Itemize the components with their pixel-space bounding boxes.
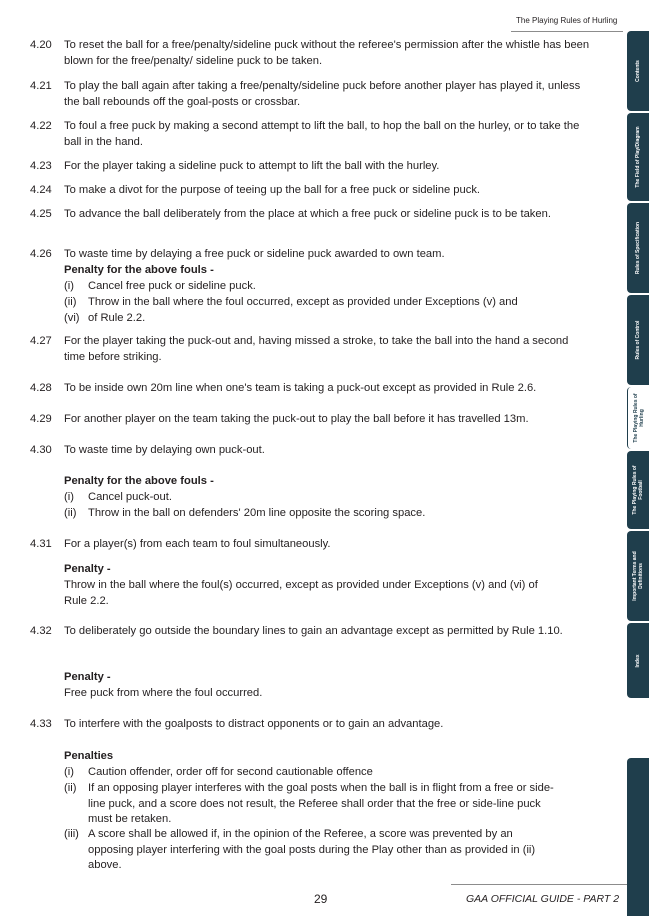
rule-text: To be inside own 20m line when one's team is taking a puck-out except as provided in Rule 2.6. xyxy=(64,382,537,394)
penalty-item-label: (i) xyxy=(64,280,74,292)
penalty-item-text: Throw in the ball where the foul occurred, except as provided under Exceptions (v) and xyxy=(88,296,518,308)
tab-label: Rules of Specification xyxy=(635,221,641,275)
rule-text: To reset the ball for a free/penalty/sideline puck without the referee's permission after the whistle has been blown for the free/penalty/ sideline puck to be taken. xyxy=(64,39,590,67)
penalty-heading: Penalty - xyxy=(64,671,111,683)
penalty-item-label: (vi) xyxy=(64,312,80,324)
penalty-heading: Penalty - xyxy=(64,563,111,575)
tab-contents[interactable] xyxy=(627,31,649,111)
rule-number: 4.32 xyxy=(30,625,52,637)
tab-rules-of-control[interactable] xyxy=(627,295,649,385)
penalty-heading: Penalty for the above fouls - xyxy=(64,475,214,487)
penalty-item-text: Caution offender, order off for second cautionable offence xyxy=(88,766,373,778)
penalty-text: Free puck from where the foul occurred. xyxy=(64,687,263,699)
rule-text: For the player taking a sideline puck to attempt to lift the ball with the hurley. xyxy=(64,160,440,172)
rule-text: For a player(s) from each team to foul simultaneously. xyxy=(64,538,331,550)
penalty-item-label: (i) xyxy=(64,766,74,778)
page-number: 29 xyxy=(314,892,328,906)
rule-text: To advance the ball deliberately from the place at which a free puck or sideline puck is to be taken. xyxy=(64,208,551,220)
running-title: The Playing Rules of Hurling xyxy=(516,16,618,25)
penalty-heading: Penalty for the above fouls - xyxy=(64,264,214,276)
sidebar-bottom-block xyxy=(627,758,649,916)
penalty-item-label: (ii) xyxy=(64,782,77,794)
penalty-item-label: (ii) xyxy=(64,507,77,519)
rule-number: 4.27 xyxy=(30,335,52,347)
rule-text: To deliberately go outside the boundary lines to gain an advantage except as permitted by Rule 1.10. xyxy=(64,625,563,637)
header-rule xyxy=(511,31,623,32)
tab-field-of-play[interactable] xyxy=(627,113,649,201)
footer-rule xyxy=(451,884,627,885)
penalty-item-text: Throw in the ball on defenders' 20m line opposite the scoring space. xyxy=(88,507,426,519)
rule-number: 4.33 xyxy=(30,718,52,730)
penalty-heading: Penalties xyxy=(64,750,114,762)
penalty-item-text: of Rule 2.2. xyxy=(88,312,146,324)
tab-index[interactable] xyxy=(627,623,649,698)
penalty-item-text: Cancel puck-out. xyxy=(88,491,172,503)
tab-label: The Playing Rules of Hurling xyxy=(633,393,645,443)
penalty-item-text: A score shall be allowed if, in the opinion of the Referee, a score was prevented by an opposing player interfering with the goal posts during the Play other than as provided in (ii) above. xyxy=(88,828,536,871)
rule-number: 4.31 xyxy=(30,538,52,550)
rule-text: To waste time by delaying a free puck or sideline puck awarded to own team. xyxy=(64,248,445,260)
tab-label: Index xyxy=(635,653,641,668)
tab-label: Rules of Control xyxy=(635,320,641,360)
rule-text: To make a divot for the purpose of teeing up the ball for a free puck or sideline puck. xyxy=(64,184,481,196)
tab-football[interactable] xyxy=(627,451,649,529)
penalty-item-text: If an opposing player interferes with the goal posts when the ball is in flight from a free or side-line puck, and a score does not result, the Referee shall order that the free or side-line puck must be retaken. xyxy=(88,782,554,825)
tab-hurling[interactable] xyxy=(627,387,649,449)
penalty-item-label: (iii) xyxy=(64,828,79,840)
rule-number: 4.23 xyxy=(30,160,52,172)
rule-number: 4.22 xyxy=(30,120,52,132)
tab-label: The Field of Play/Diagram xyxy=(635,126,641,188)
rule-number: 4.25 xyxy=(30,208,52,220)
rule-text: To foul a free puck by making a second attempt to lift the ball, to hop the ball on the hurley, or to take the ball in the hand. xyxy=(64,120,580,148)
rule-number: 4.24 xyxy=(30,184,52,196)
tab-label: Contents xyxy=(635,60,641,82)
rule-number: 4.21 xyxy=(30,80,52,92)
rule-text: For another player on the team taking the puck-out to play the ball before it has travelled 13m. xyxy=(64,413,529,425)
rule-text: To interfere with the goalposts to distract opponents or to gain an advantage. xyxy=(64,718,444,730)
tab-rules-of-specification[interactable] xyxy=(627,203,649,293)
rule-number: 4.30 xyxy=(30,444,52,456)
penalty-item-text: Cancel free puck or sideline puck. xyxy=(88,280,256,292)
section-sidebar xyxy=(627,31,649,916)
rule-number: 4.20 xyxy=(30,39,52,51)
rule-number: 4.28 xyxy=(30,382,52,394)
rule-number: 4.26 xyxy=(30,248,52,260)
penalty-item-label: (i) xyxy=(64,491,74,503)
tab-label: Important Terms and Definitions xyxy=(632,551,644,601)
rule-text: For the player taking the puck-out and, having missed a stroke, to take the ball into the hand a second time before striking. xyxy=(64,335,569,363)
rule-text: To waste time by delaying own puck-out. xyxy=(64,444,265,456)
penalty-item-label: (ii) xyxy=(64,296,77,308)
tab-label: The Playing Rules of Football xyxy=(632,465,644,515)
rule-number: 4.29 xyxy=(30,413,52,425)
footer-title: GAA OFFICIAL GUIDE - PART 2 xyxy=(466,893,620,905)
tab-important-terms[interactable] xyxy=(627,531,649,621)
rule-text: To play the ball again after taking a free/penalty/sideline puck before another player has played it, unless the ball rebounds off the goal-posts or crossbar. xyxy=(64,80,581,108)
penalty-text: Throw in the ball where the foul(s) occurred, except as provided under Exceptions (v) and (vi) of Rule 2.2. xyxy=(64,579,538,607)
